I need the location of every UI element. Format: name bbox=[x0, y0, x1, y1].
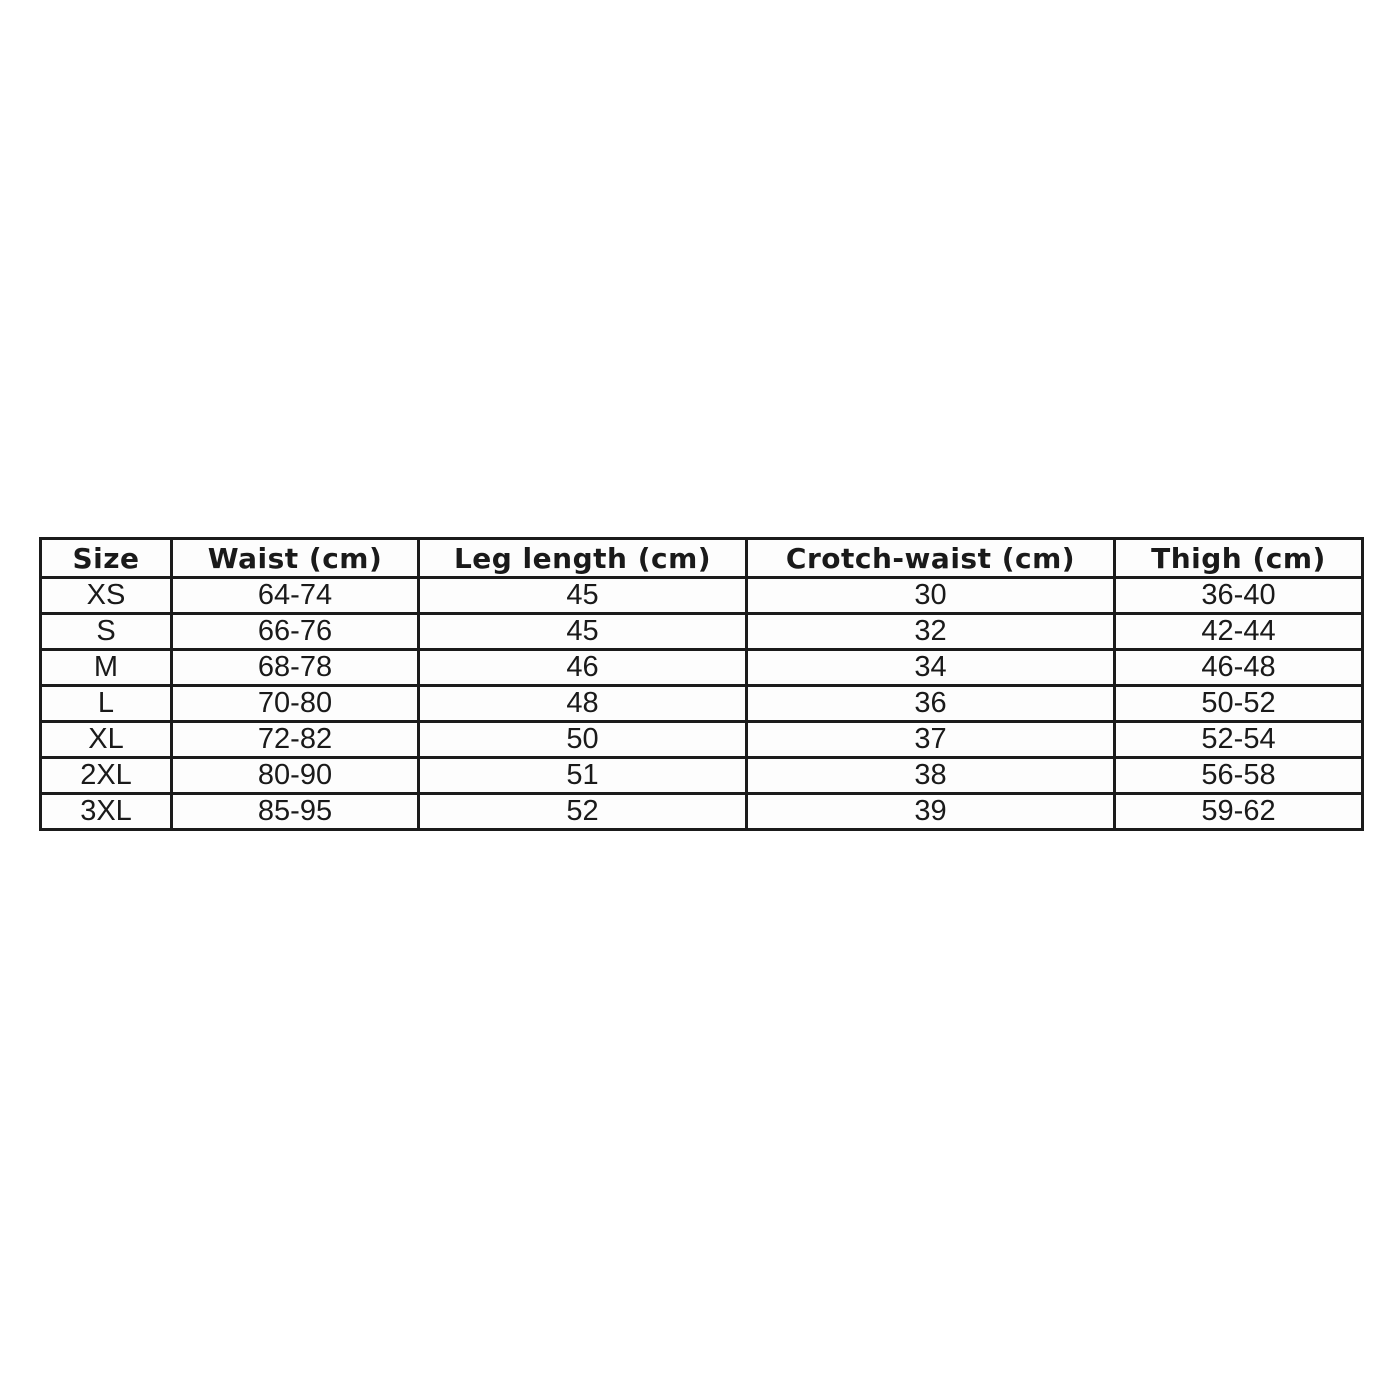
table-cell: 2XL bbox=[41, 758, 172, 794]
table-row-m bbox=[41, 650, 1363, 686]
table-row-l bbox=[41, 686, 1363, 722]
table-cell: XL bbox=[41, 722, 172, 758]
header-cell-waist: Waist (cm) bbox=[172, 539, 419, 578]
table-cell: 56-58 bbox=[1115, 758, 1363, 794]
table-cell: 51 bbox=[419, 758, 747, 794]
table-cell: 36-40 bbox=[1115, 578, 1363, 614]
table-row-xs bbox=[41, 578, 1363, 614]
table-cell: 34 bbox=[747, 650, 1115, 686]
table-cell: 72-82 bbox=[172, 722, 419, 758]
table-cell: 50 bbox=[419, 722, 747, 758]
table-cell: 30 bbox=[747, 578, 1115, 614]
header-cell-size: Size bbox=[41, 539, 172, 578]
table-row-3xl bbox=[41, 794, 1363, 830]
table-cell: 36 bbox=[747, 686, 1115, 722]
table-cell: 52-54 bbox=[1115, 722, 1363, 758]
table-cell: 38 bbox=[747, 758, 1115, 794]
table-row-s bbox=[41, 614, 1363, 650]
table-cell: 64-74 bbox=[172, 578, 419, 614]
table-cell: 66-76 bbox=[172, 614, 419, 650]
table-cell: 70-80 bbox=[172, 686, 419, 722]
table-cell: 46-48 bbox=[1115, 650, 1363, 686]
table-row-xl bbox=[41, 722, 1363, 758]
table-cell: 45 bbox=[419, 614, 747, 650]
table-cell: 42-44 bbox=[1115, 614, 1363, 650]
table-cell: 80-90 bbox=[172, 758, 419, 794]
table-cell: S bbox=[41, 614, 172, 650]
header-cell-leg-length: Leg length (cm) bbox=[419, 539, 747, 578]
table-cell: 37 bbox=[747, 722, 1115, 758]
table-cell: 68-78 bbox=[172, 650, 419, 686]
table-row-2xl bbox=[41, 758, 1363, 794]
table-cell: 39 bbox=[747, 794, 1115, 830]
header-row bbox=[41, 539, 1363, 578]
table-cell: 50-52 bbox=[1115, 686, 1363, 722]
table-cell: 3XL bbox=[41, 794, 172, 830]
size-chart-table bbox=[39, 537, 1364, 831]
table-cell: M bbox=[41, 650, 172, 686]
table-cell: L bbox=[41, 686, 172, 722]
table-cell: 48 bbox=[419, 686, 747, 722]
table-cell: 32 bbox=[747, 614, 1115, 650]
table-cell: 59-62 bbox=[1115, 794, 1363, 830]
size-chart bbox=[39, 537, 1361, 831]
header-cell-thigh: Thigh (cm) bbox=[1115, 539, 1363, 578]
table-cell: 45 bbox=[419, 578, 747, 614]
table-cell: XS bbox=[41, 578, 172, 614]
table-cell: 52 bbox=[419, 794, 747, 830]
table-cell: 85-95 bbox=[172, 794, 419, 830]
table-cell: 46 bbox=[419, 650, 747, 686]
header-cell-crotch-waist: Crotch-waist (cm) bbox=[747, 539, 1115, 578]
